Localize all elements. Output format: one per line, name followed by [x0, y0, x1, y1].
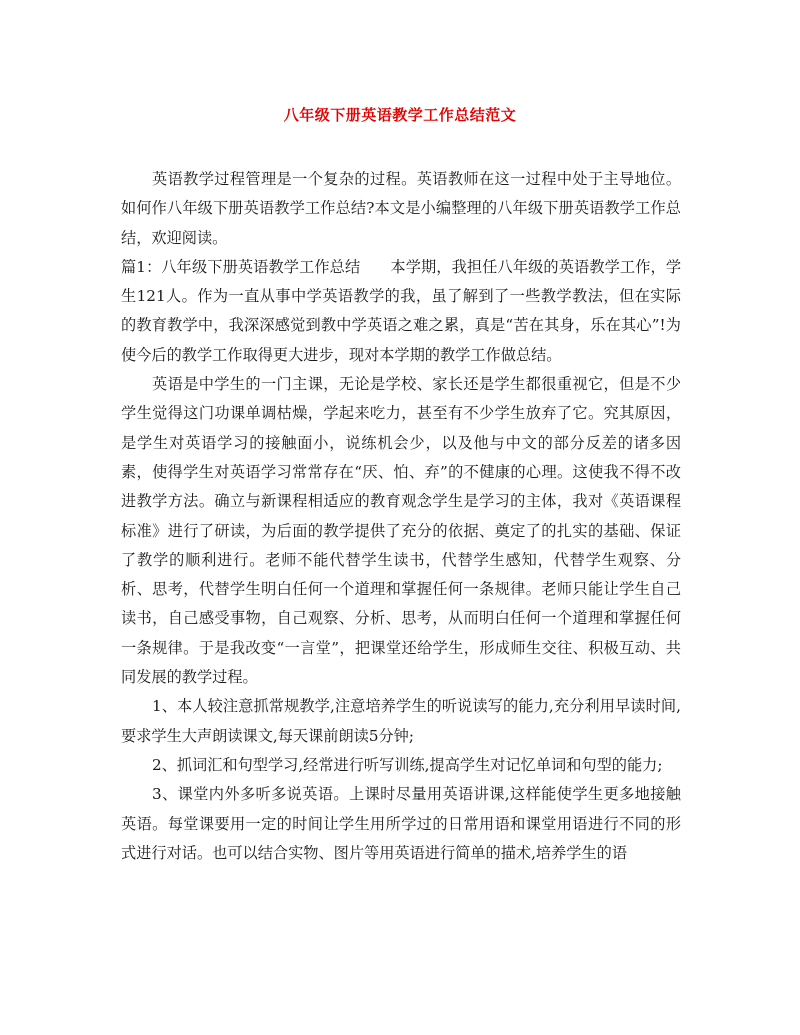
section-paragraph [121, 253, 681, 370]
intro-paragraph: 英语教学过程管理是一个复杂的过程。英语教师在这一过程中处于主导地位。如何作八年级下册英语教学工作总结?本文是小编整理的八年级下册英语教学工作总结，欢迎阅读。 [121, 170, 681, 247]
body-paragraph: 英语是中学生的一门主课，无论是学校、家长还是学生都很重视它，但是不少学生觉得这门功课单调枯燥，学起来吃力，甚至有不少学生放弃了它。究其原因，是学生对英语学习的接触面小，说练机会少，以及他与中文的部分反差的诸多因素，使得学生对英语学习常常存在“厌、怕、弃”的不健康的心理。这使我不得不改进教学方法。确立与新课程相适应的教育观念学生是学习的主体，我对《英语课程标准》进行了研读，为后面的教学提供了充分的依据、奠定了的扎实的基础、保证了教学的顺利进行。老师不能代替学生读书，代替学生感知，代替学生观察、分析、思考，代替学生明白任何一个道理和掌握任何一条规律。老师只能让学生自己读书，自己感受事物，自己观察、分析、思考，从而明白任何一个道理和掌握任何一条规律。于是我改变“一言堂”，把课堂还给学生，形成师生交往、积极互动、共同发展的教学过程。 [121, 375, 681, 687]
document-body [121, 165, 681, 868]
section-heading: 篇1：八年级下册英语教学工作总结 [121, 257, 361, 276]
section-lead-text: 本学期，我担任八年级的英语教学工作，学生121人。作为一直从事中学英语教学的我，虽了解到了一些教学教法，但在实际的教育教学中，我深深感觉到教中学英语之难之累，真是“苦在其身，乐在其心”!为使今后的教学工作取得更大进步，现对本学期的教学工作做总结。 [121, 257, 682, 364]
list-item-2: 2、抓词汇和句型学习,经常进行听写训练,提高学生对记忆单词和句型的能力; [152, 755, 663, 774]
document-title: 八年级下册英语教学工作总结范文 [283, 106, 517, 124]
list-item-1: 1、本人较注意抓常规教学,注意培养学生的听说读写的能力,充分利用早读时间,要求学生大声朗读课文,每天课前朗读5分钟; [121, 697, 681, 745]
list-item-3: 3、课堂内外多听多说英语。上课时尽量用英语讲课,这样能使学生更多地接触英语。每堂课要用一定的时间让学生用所学过的日常用语和课堂用语进行不同的形式进行对话。也可以结合实物、图片等用英语进行简单的描术,培养学生的语 [121, 785, 681, 862]
